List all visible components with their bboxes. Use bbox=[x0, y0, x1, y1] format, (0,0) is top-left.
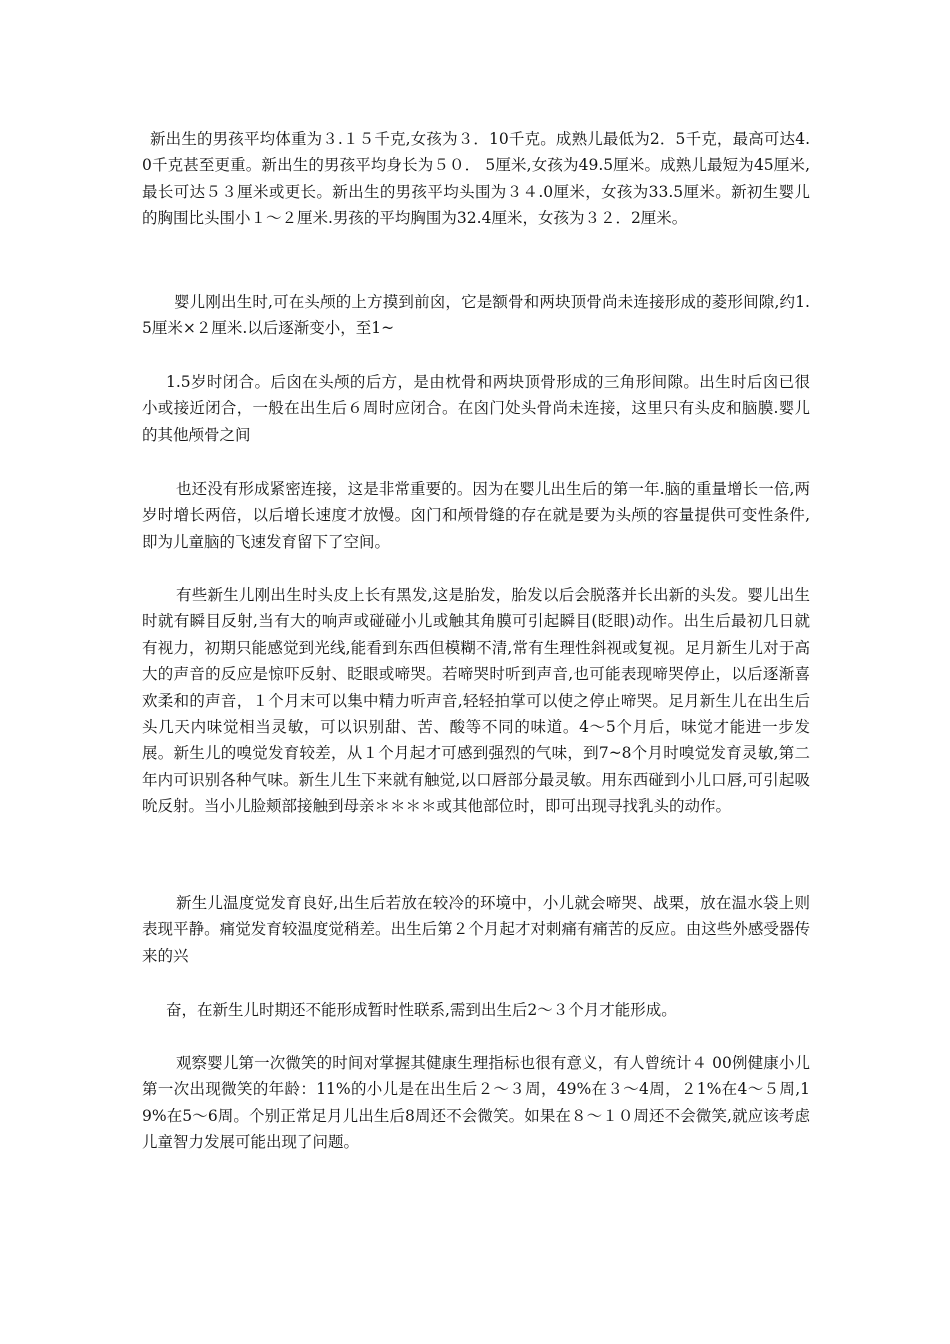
paragraph-newborn-measurements: 新出生的男孩平均体重为３.１５千克,女孩为３．10千克。成熟儿最低为2．5千克，最高可达4.0千克甚至更重。新出生的男孩平均身长为５０． 5厘米,女孩为49.5厘米。成熟儿最短为45厘米,最长可达５３厘米或更长。新出生的男孩平均头围为３４.0厘米，女孩为33.5厘米。新初生婴儿的胸围比头围小１～２厘米.男孩的平均胸围为32.4厘米，女孩为３２．2厘米。 bbox=[142, 130, 810, 228]
paragraph-temperature-pain: 新生儿温度觉发育良好,出生后若放在较冷的环境中，小儿就会啼哭、战栗，放在温水袋上则表现平静。痛觉发育较温度觉稍差。出生后第２个月起才对刺痛有痛苦的反应。由这些外感受器传来的兴 bbox=[142, 894, 810, 965]
paragraph-conditioned-reflex: 奋，在新生儿时期还不能形成暂时性联系,需到出生后2～３个月才能形成。 bbox=[166, 1001, 677, 1019]
paragraph-posterior-fontanelle: 1.5岁时闭合。后囟在头颅的后方，是由枕骨和两块顶骨形成的三角形间隙。出生时后囟已很小或接近闭合，一般在出生后６周时应闭合。在囟门处头骨尚未连接，这里只有头皮和脑膜.婴儿的其他颅骨之间 bbox=[142, 373, 810, 444]
paragraph-anterior-fontanelle: 婴儿刚出生时,可在头颅的上方摸到前囟，它是额骨和两块顶骨尚未连接形成的菱形间隙,约1.5厘米×２厘米.以后逐渐变小，至1~ bbox=[142, 293, 810, 338]
paragraph-first-smile: 观察婴儿第一次微笑的时间对掌握其健康生理指标也很有意义，有人曾统计４ 00例健康小儿第一次出现微笑的年龄：11%的小儿是在出生后２～３周，49%在３～4周，２1%在4～５周,19%在5～6周。个别正常足月儿出生后8周还不会微笑。如果在８～１０周还不会微笑,就应该考虑儿童智力发展可能出现了问题。 bbox=[142, 1054, 810, 1152]
paragraph-skull-sutures: 也还没有形成紧密连接，这是非常重要的。因为在婴儿出生后的第一年.脑的重量增长一倍,两岁时增长两倍，以后增长速度才放慢。囟门和颅骨缝的存在就是要为头颅的容量提供可变性条件,即为儿童脑的飞速发育留下了空间。 bbox=[142, 480, 810, 551]
paragraph-senses: 有些新生儿刚出生时头皮上长有黑发,这是胎发，胎发以后会脱落并长出新的头发。婴儿出生时就有瞬目反射,当有大的响声或碰碰小儿或触其角膜可引起瞬目(眨眼)动作。出生后最初几日就有视力，初期只能感觉到光线,能看到东西但模糊不清,常有生理性斜视或复视。足月新生儿对于高大的声音的反应是惊吓反射、眨眼或啼哭。若啼哭时听到声音,也可能表现啼哭停止，以后逐渐喜欢柔和的声音，１个月末可以集中精力听声音,轻轻拍掌可以使之停止啼哭。足月新生儿在出生后头几天内味觉相当灵敏，可以识别甜、苦、酸等不同的味道。4～5个月后，味觉才能进一步发展。新生儿的嗅觉发育较差，从１个月起才可感到强烈的气味，到7~8个月时嗅觉发育灵敏,第二年内可识别各种气味。新生儿生下来就有触觉,以口唇部分最灵敏。用东西碰到小儿口唇,可引起吸吮反射。当小儿脸颊部接触到母亲＊＊＊＊或其他部位时，即可出现寻找乳头的动作。 bbox=[142, 586, 810, 816]
